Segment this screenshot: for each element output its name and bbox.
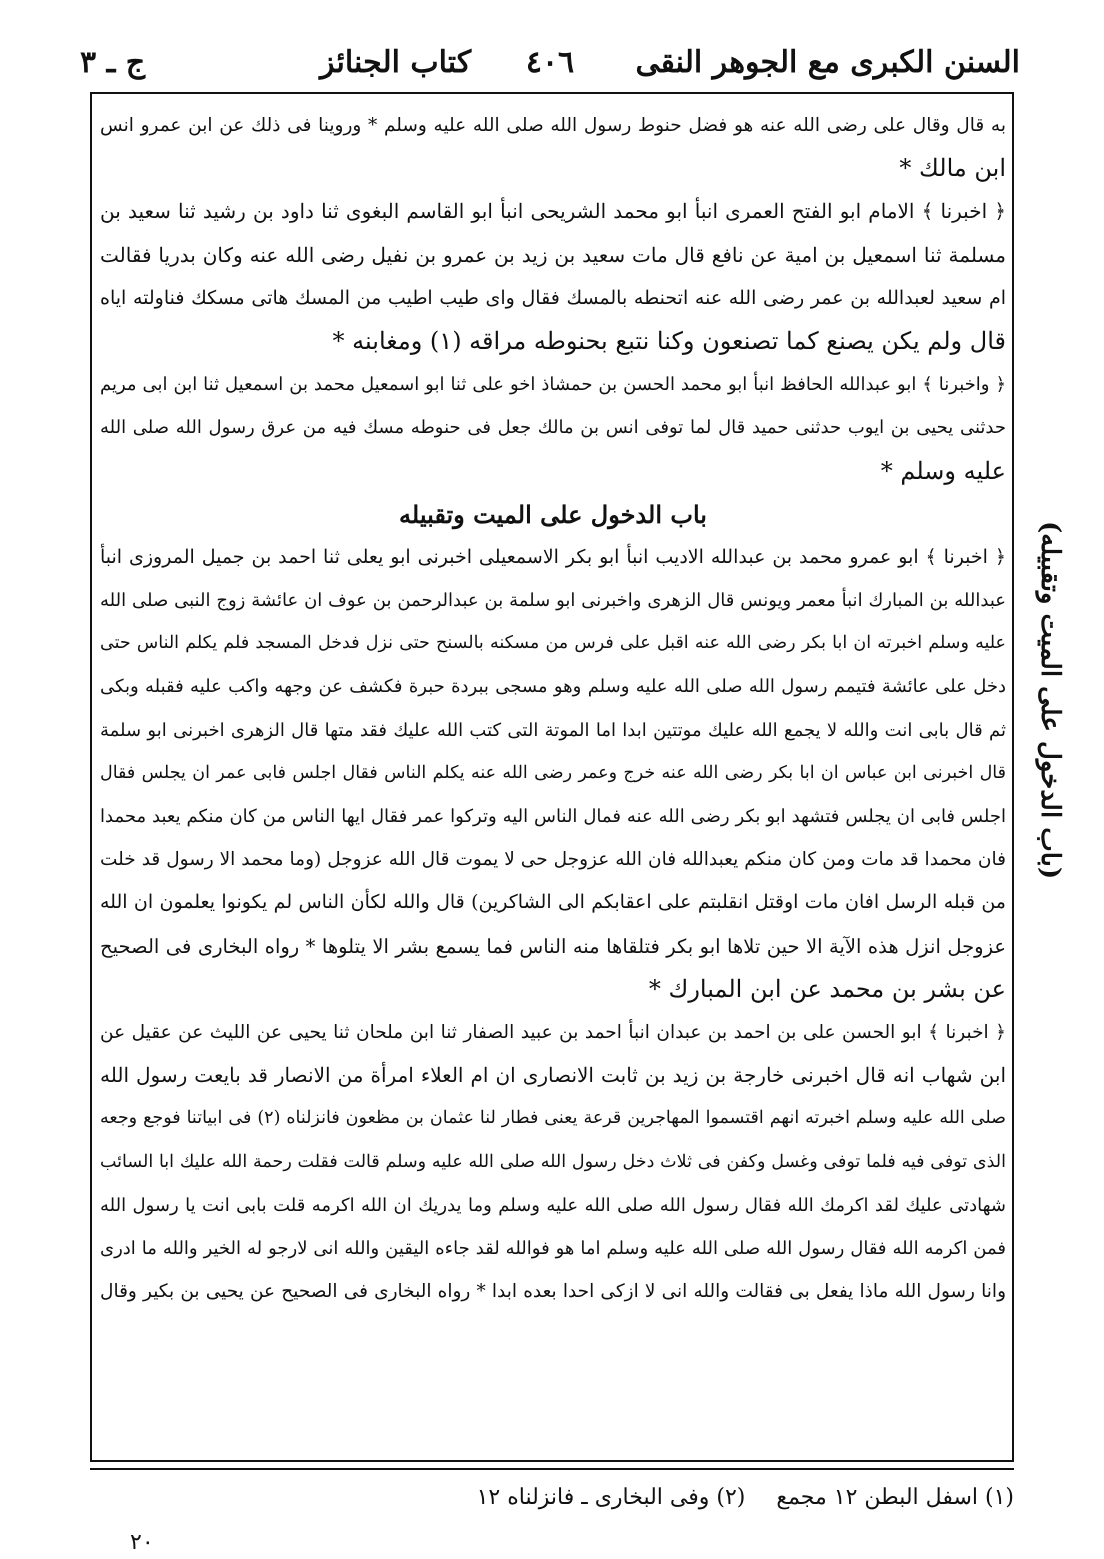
text-line: فان محمدا قد مات ومن كان منكم يعبدالله فان الله عزوجل حى لا يموت قال الله عزوجل (وما محمد الا رسول قد خلت [100, 849, 1006, 871]
chapter-heading: باب الدخول على الميت وتقبيله [399, 499, 707, 529]
footnote-1: (١) اسفل البطن ١٢ مجمع [776, 1485, 1014, 1510]
text-line: ام سعيد لعبدالله بن عمر رضى الله عنه اتحنطه بالمسك فقال واى طيب اطيب من المسك هاتى مسكك فناولته اياه [100, 286, 1006, 309]
text-line: ﴿ واخبرنا ﴾ ابو عبدالله الحافظ انبأ ابو محمد الحسن بن حمشاذ اخو على ثنا ابو اسمعيل محمد بن اسمعيل ثنا ابن ابى مريم [100, 374, 1006, 396]
text-line: الذى توفى فيه فلما توفى وغسل وكفن فى ثلاث دخل رسول الله صلى الله عليه وسلم قالت فقلت رحمة الله عليك ابا السائب [100, 1151, 1006, 1172]
text-line: صلى الله عليه وسلم اخبرته انهم اقتسموا المهاجرين قرعة يعنى فطار لنا عثمان بن مظعون فانزلناه (٢) فى ابياتنا فوجع وجعه [100, 1108, 1006, 1129]
text-line: عزوجل انزل هذه الآية الا حين تلاها ابو بكر فتلقاها منه الناس فما يسمع بشر الا يتلوها * رواه البخارى فى الصحيح [100, 934, 1006, 958]
text-line: ثم قال بابى انت والله لا يجمع الله عليك موتتين ابدا اما الموتة التى كتب الله عليك فقد متها قال الزهرى اخبرنى ابو سلمة [100, 719, 1006, 741]
text-line: شهادتى عليك لقد اكرمك الله فقال رسول الله صلى الله عليه وسلم وما يدريك ان الله اكرمه قلت بابى انت يا رسول الله [100, 1194, 1006, 1216]
main-text [100, 104, 1006, 1313]
text-line: عليه وسلم * [880, 456, 1006, 485]
text-line: عبدالله بن المبارك انبأ معمر ويونس قال الزهرى واخبرنى ابو سلمة بن عبدالرحمن بن عوف ان عائشة زوج النبى صلى الله [100, 590, 1006, 612]
footnote-2: (٢) وفى البخارى ـ فانزلناه ١٢ [476, 1485, 746, 1510]
text-line: ﴿ اخبرنا ﴾ ابو عمرو محمد بن عبدالله الاديب انبأ ابو بكر الاسمعيلى اخبرنى ابو يعلى ثنا احمد بن جميل المروزى انبأ [100, 545, 1006, 568]
page-number: ٤٠٦ [525, 45, 575, 80]
text-line: وانا رسول الله ماذا يفعل بى فقالت والله انى لا ازكى احدا بعده ابدا * رواه البخارى فى الصحيح عن يحيى بن بكير وقال [100, 1281, 1006, 1303]
text-line: قال ولم يكن يصنع كما تصنعون وكنا نتبع بحنوطه مراقه (١) ومغابنه * [332, 326, 1006, 355]
text-line: ابن مالك * [899, 154, 1006, 183]
page-header [80, 38, 1020, 88]
text-line: عليه وسلم اخبرته ان ابا بكر رضى الله عنه اقبل على فرس من مسكنه بالسنح حتى نزل فدخل المسجد فلم يكلم الناس حتى [100, 633, 1006, 654]
text-line: ﴿ اخبرنا ﴾ الامام ابو الفتح العمرى انبأ ابو محمد الشريحى انبأ ابو القاسم البغوى ثنا داود بن رشيد ثنا سعيد بن [100, 199, 1006, 224]
text-line: ﴿ اخبرنا ﴾ ابو الحسن على بن احمد بن عبدان انبأ احمد بن عبيد الصفار ثنا ابن ملحان ثنا يحيى عن الليث عن عقيل عن [100, 1021, 1006, 1043]
text-line: قال اخبرنى ابن عباس ان ابا بكر رضى الله عنه خرج وعمر رضى الله عنه يكلم الناس فقال اجلس فابى عمر ان يجلس فقال [100, 762, 1006, 783]
text-line: عن بشر بن محمد عن ابن المبارك * [648, 974, 1006, 1003]
text-line: حدثنى يحيى بن ايوب حدثنى حميد قال لما توفى انس بن مالك جعل فى حنوطه مسك فيه من عرق رسول الله صلى الله [100, 417, 1006, 439]
text-line: من قبله الرسل افان مات اوقتل انقلبتم على اعقابكم الى الشاكرين) قال والله لكأن الناس لم يكونوا يعلمون ان الله [100, 891, 1006, 914]
margin-chapter-note: (باب الدخول على الميت وتقبيله) [1035, 520, 1065, 880]
text-line: مسلمة ثنا اسمعيل بن امية عن نافع قال مات سعيد بن زيد بن عمرو بن نفيل رضى الله عنه وكان بدريا فقالت [100, 242, 1006, 267]
book-title: كتاب الجنائز [320, 45, 472, 80]
footnote-separator [90, 1468, 1014, 1470]
signature-mark: ٢٠ [130, 1530, 154, 1555]
text-line: دخل على عائشة فتيمم رسول الله صلى الله عليه وسلم وهو مسجى ببردة حبرة فكشف عن وجهه واكب عليه فقبله وبكى [100, 676, 1006, 698]
text-line: فمن اكرمه الله فقال رسول الله صلى الله عليه وسلم اما هو فوالله لقد جاءه اليقين والله انى لارجو له الخير والله ما ادرى [100, 1237, 1006, 1259]
footnotes [90, 1478, 1014, 1518]
text-line: به قال وقال على رضى الله عنه هو فضل حنوط رسول الله صلى الله عليه وسلم * وروينا فى ذلك عن ابن عمرو انس [100, 115, 1006, 136]
text-line: اجلس فابى ان يجلس فتشهد ابو بكر رضى الله عنه فمال الناس اليه وتركوا عمر فقال ايها الناس من كان منكم يعبد محمدا [100, 806, 1006, 827]
volume-label: ج ـ ٣ [80, 45, 146, 80]
running-title: السنن الكبرى مع الجوهر النقى [635, 45, 1020, 80]
text-line: ابن شهاب انه قال اخبرنى خارجة بن زيد بن ثابت الانصارى ان ام العلاء امرأة من الانصار قد بايعت رسول الله [100, 1063, 1006, 1088]
